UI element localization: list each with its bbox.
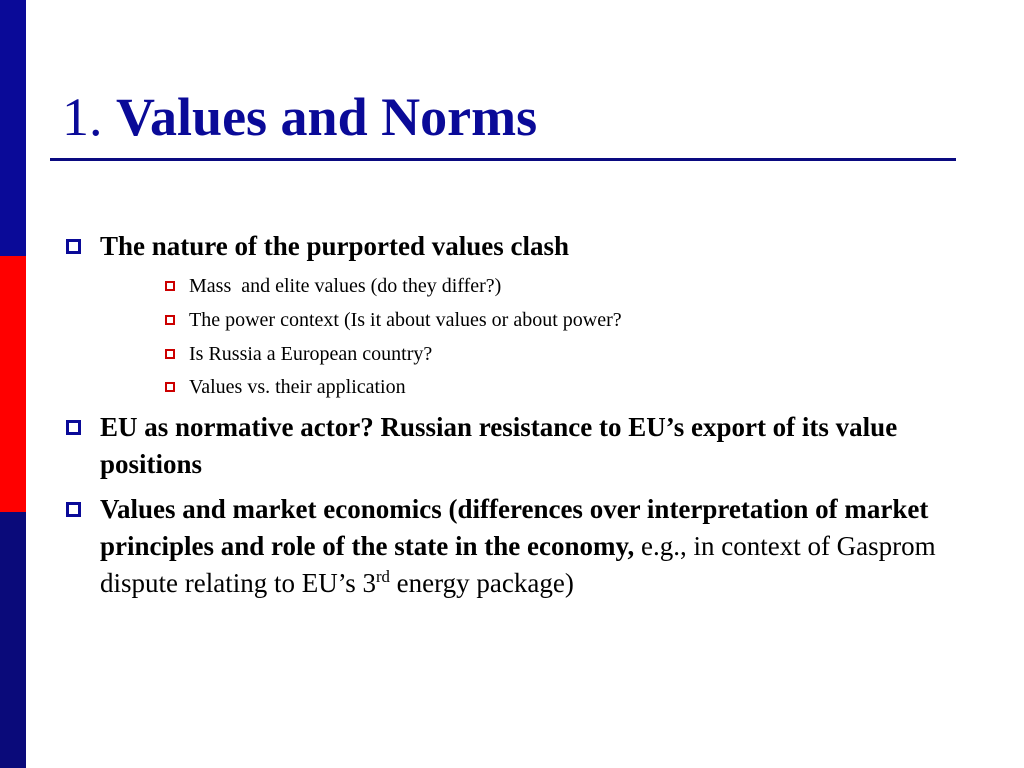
bullet-text-normal: e.g., in context of Gasprom dispute relating to EU’s 3 (100, 531, 936, 598)
sidebar-middle-segment (0, 256, 26, 512)
bullet-text-normal-end: energy package) (389, 568, 574, 598)
title-divider (50, 158, 956, 161)
bullet-square-icon (66, 420, 81, 435)
bullet-eu-normative-actor (100, 409, 950, 483)
bullet-text-bold: Values and market economics (differences over interpretation of market principles and role of the state in the economy, (100, 494, 929, 561)
sidebar-decoration (0, 0, 26, 768)
sub-bullet-square-icon (165, 315, 175, 325)
sub-bullet-text: Is Russia a European country? (189, 343, 433, 365)
sub-bullet-text: The power context (Is it about values or about power? (189, 309, 622, 331)
sub-bullet-square-icon (165, 382, 175, 392)
superscript-ordinal: rd (375, 567, 390, 586)
sub-bullet-values-application (189, 373, 949, 401)
sidebar-bottom-segment (0, 512, 26, 768)
sub-bullet-square-icon (165, 281, 175, 291)
bullet-market-economics (100, 491, 950, 602)
sub-bullet-square-icon (165, 349, 175, 359)
sub-bullet-text: Mass and elite values (do they differ?) (189, 275, 502, 297)
sub-bullet-mass-elite (189, 272, 949, 300)
sub-bullet-power-context (189, 306, 949, 334)
bullet-text: EU as normative actor? Russian resistance to EU’s export of its value positions (100, 412, 898, 479)
sidebar-top-segment (0, 0, 26, 256)
bullet-values-clash (100, 228, 950, 265)
bullet-square-icon (66, 502, 81, 517)
slide-title (62, 82, 537, 152)
bullet-square-icon (66, 239, 81, 254)
title-number: 1. (62, 87, 103, 147)
sub-bullet-russia-european (189, 340, 949, 368)
title-text: Values and Norms (116, 87, 538, 147)
bullet-text: The nature of the purported values clash (100, 231, 570, 261)
sub-bullet-text: Values vs. their application (189, 376, 406, 398)
